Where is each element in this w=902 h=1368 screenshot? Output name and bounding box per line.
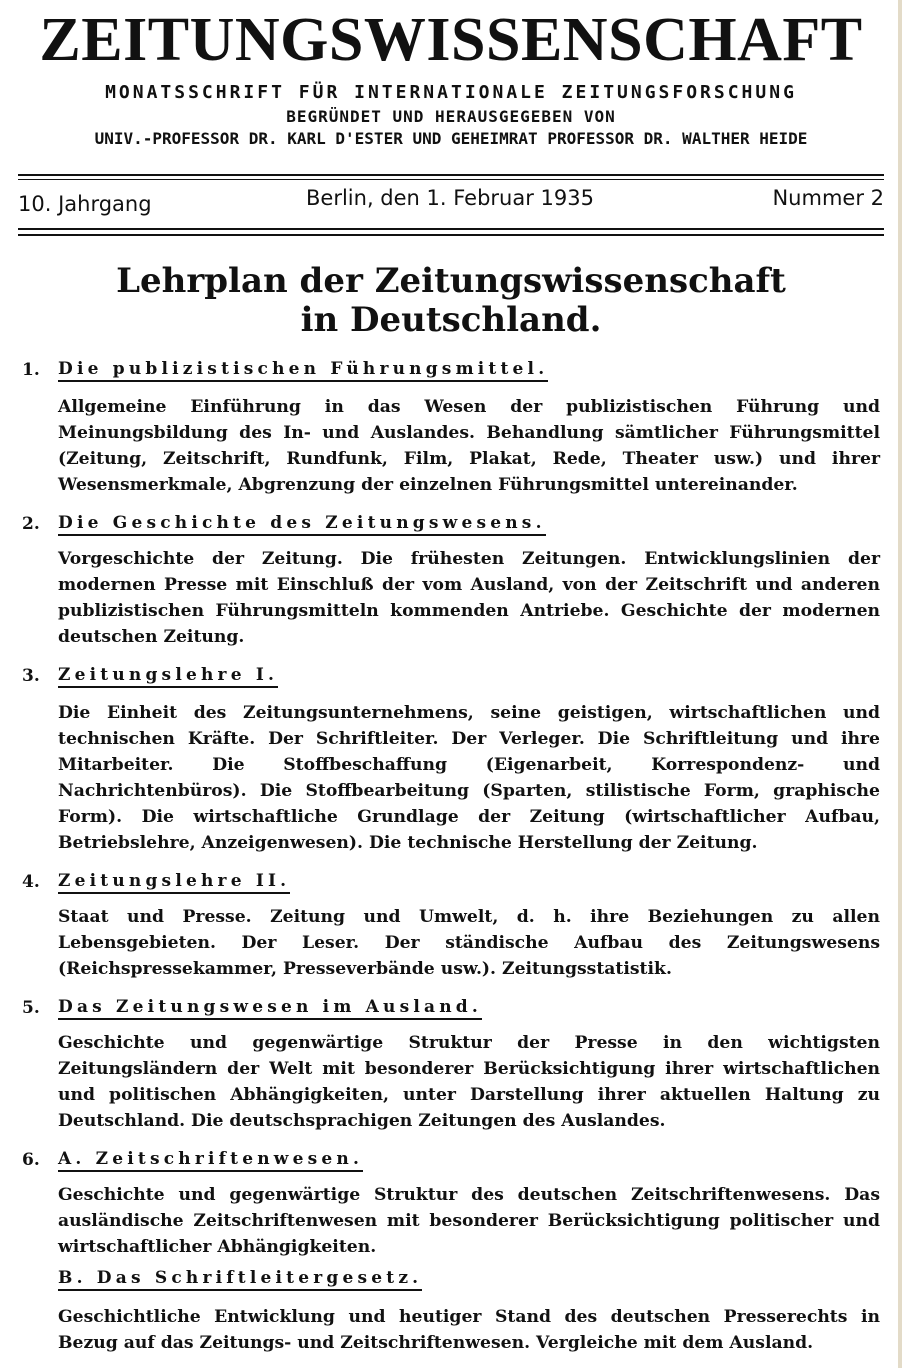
section-title: Die publizistischen Führungsmittel.	[58, 359, 548, 382]
section-1	[0, 358, 902, 495]
journal-title: ZEITUNGSWISSENSCHAFT	[39, 6, 863, 74]
section-body: Geschichte und gegenwärtige Struktur des deutschen Zeitschriftenwesens. Das ausländische Zeitschriftenwesen mit besonderer Berücksichtigung politischer und wirtschaftlicher Abhängigkeiten.	[58, 1185, 880, 1257]
place-date: Berlin, den 1. Februar 1935	[306, 186, 594, 210]
section-number: 1.	[22, 360, 40, 380]
header-rule-top-thin	[18, 179, 884, 180]
section-3	[0, 664, 902, 853]
section-6	[0, 1148, 902, 1353]
section-body: Vorgeschichte der Zeitung. Die frühesten Zeitungen. Entwicklungslinien der modernen Presse mit Einschluß der vom Ausland, von der Zeitschrift und anderen publizistischen Führungsmitteln kommenden Antriebe. Geschichte der modernen deutschen Zeitung.	[58, 549, 880, 647]
journal-subtitle: MONATSSCHRIFT FÜR INTERNATIONALE ZEITUNGSFORSCHUNG	[105, 82, 797, 103]
header-rule-top	[18, 174, 884, 176]
section-number: 3.	[22, 666, 40, 686]
volume-label: 10. Jahrgang	[18, 192, 152, 216]
article-title	[0, 262, 902, 340]
section-header	[0, 358, 902, 386]
subsection-title: B. Das Schriftleitergesetz.	[58, 1268, 422, 1291]
section-header	[0, 1148, 902, 1176]
section-header	[0, 996, 902, 1024]
section-number: 4.	[22, 872, 40, 892]
section-4	[0, 870, 902, 979]
section-number: 5.	[22, 998, 40, 1018]
section-number: 6.	[22, 1150, 40, 1170]
issue-info-bar	[18, 186, 884, 218]
section-title: Die Geschichte des Zeitungswesens.	[58, 513, 546, 536]
header-rule-bottom-2	[18, 234, 884, 236]
section-title: Zeitungslehre I.	[58, 665, 278, 688]
section-5	[0, 996, 902, 1131]
section-header	[0, 870, 902, 898]
section-body: Allgemeine Einführung in das Wesen der publizistischen Führung und Meinungsbildung des In- und Auslandes. Behandlung sämtlicher Führungsmittel (Zeitung, Zeitschrift, Rundfunk, Film, Plakat, Rede, Theater usw.) und ihrer Wesensmerkmale, Abgrenzung der einzelnen Führungsmittel untereinander.	[58, 397, 880, 495]
editors-line: UNIV.-PROFESSOR DR. KARL D'ESTER UND GEHEIMRAT PROFESSOR DR. WALTHER HEIDE	[94, 129, 808, 148]
section-body: Die Einheit des Zeitungsunternehmens, seine geistigen, wirtschaftlichen und technischen Kräfte. Der Schriftleiter. Der Verleger. Die Schriftleitung und ihre Mitarbeiter. Die Stoffbeschaffung (Eigenarbeit, Korrespondenz- und Nachrichtenbüros). Die Stoffbearbeitung (Sparten, stilistische Form, graphische Form). Die wirtschaftliche Grundlage der Zeitung (wirtschaftlicher Aufbau, Betriebslehre, Anzeigenwesen). Die technische Herstellung der Zeitung.	[58, 703, 880, 853]
section-title: A. Zeitschriftenwesen.	[58, 1149, 363, 1172]
section-body: Geschichte und gegenwärtige Struktur der Presse in den wichtigsten Zeitungsländern der Welt mit besonderer Berücksichtigung ihrer wirtschaftlichen und politischen Abhängigkeiten, unter Darstellung ihrer aktuellen Haltung zu Deutschland. Die deutschsprachigen Zeitungen des Auslandes.	[58, 1033, 880, 1131]
masthead	[0, 8, 902, 148]
section-header	[0, 512, 902, 540]
section-number: 2.	[22, 514, 40, 534]
section-2	[0, 512, 902, 647]
section-title: Das Zeitungswesen im Ausland.	[58, 997, 482, 1020]
article-title-line-1: Lehrplan der Zeitungswissenschaft	[116, 261, 786, 301]
section-body: Staat und Presse. Zeitung und Umwelt, d. h. ihre Beziehungen zu allen Lebensgebieten. Der Leser. Der ständische Aufbau des Zeitungswesens (Reichspressekammer, Presseverbände usw.). Zeitungsstatistik.	[58, 907, 880, 979]
article-title-line-2: in Deutschland.	[300, 300, 602, 340]
section-header	[0, 664, 902, 692]
header-rule-bottom	[18, 228, 884, 230]
subsection-body: Geschichtliche Entwicklung und heutiger Stand des deutschen Presserechts in Bezug auf das Zeitungs- und Zeitschriftenwesen. Vergleiche mit dem Ausland.	[58, 1307, 880, 1353]
issue-number: Nummer 2	[772, 186, 884, 210]
founded-line: BEGRÜNDET UND HERAUSGEGEBEN VON	[286, 107, 616, 126]
section-title: Zeitungslehre II.	[58, 871, 290, 894]
